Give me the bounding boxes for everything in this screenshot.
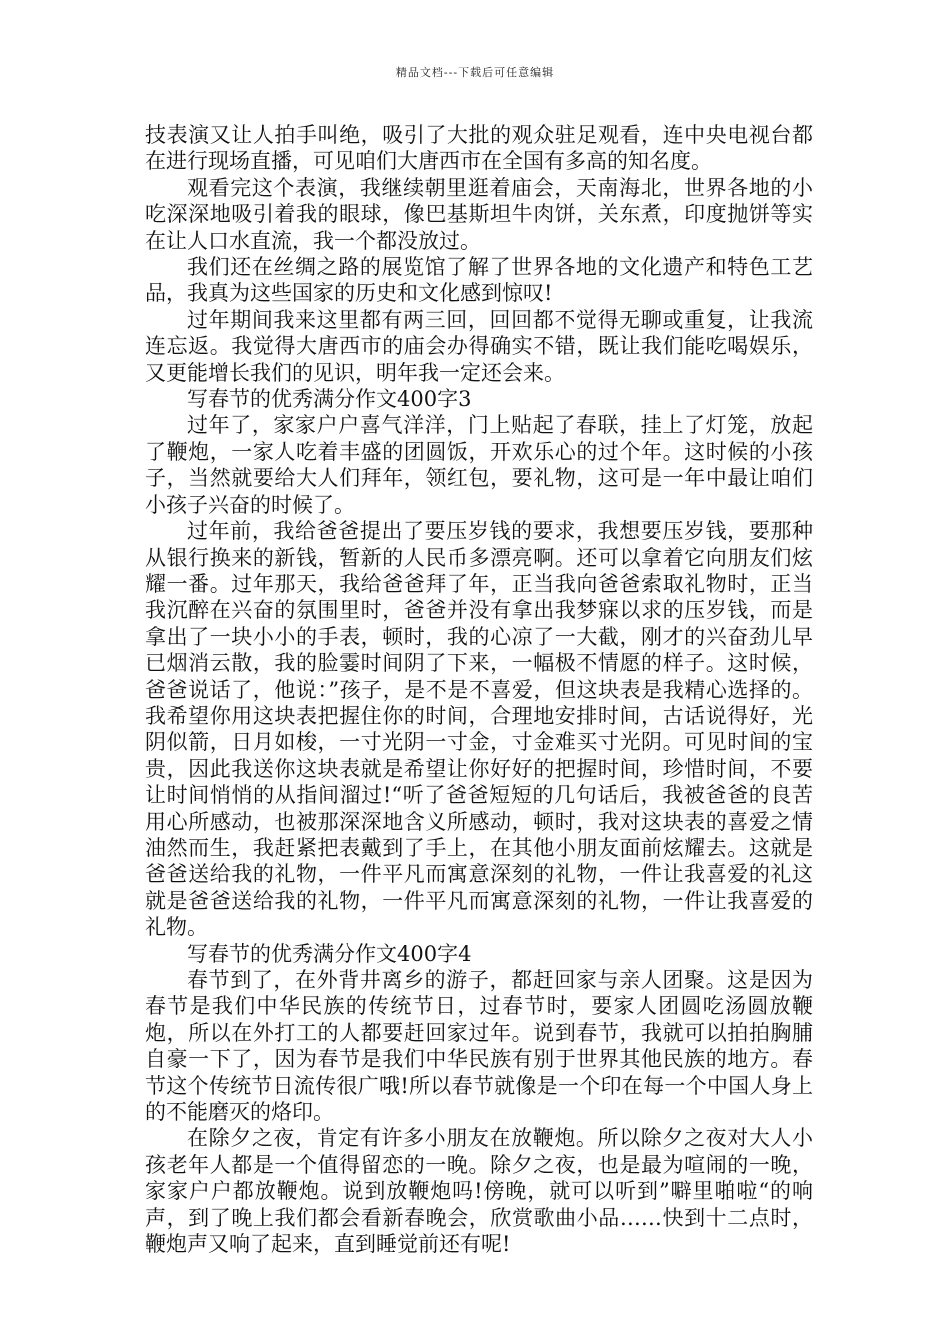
paragraph: 过年期间我来这里都有两三回，回回都不觉得无聊或重复，让我流连忘返。我觉得大唐西市的庙会办得确实不错，既让我们能吃喝娱乐，又更能增长我们的见识，明年我一定还会来。 [145,307,813,385]
paragraph: 我们还在丝绸之路的展览馆了解了世界各地的文化遗产和特色工艺品，我真为这些国家的历史和文化感到惊叹! [145,255,813,306]
section-title: 写春节的优秀满分作文400字4 [187,941,472,966]
paragraph: 过年前，我给爸爸提出了要压岁钱的要求，我想要压岁钱，要那种从银行换来的新钱，暂新的人民币多漂亮啊。还可以拿着它向朋友们炫耀一番。过年那天，我给爸爸拜了年，正当我向爸爸索取礼物时，正当我沉醉在兴奋的氛围里时，爸爸并没有拿出我梦寐以求的压岁钱，而是拿出了一块小小的手表，顿时，我的心凉了一大截，刚才的兴奋劲儿早已烟消云散，我的脸霎时间阴了下来，一幅极不情愿的样子。这时候，爸爸说话了，他说：”孩子，是不是不喜爱，但这块表是我精心选择的。我希望你用这块表把握住你的时间，合理地安排时间，古话说得好，光阴似箭，日月如梭，一寸光阴一寸金，寸金难买寸光阴。可见时间的宝贵，因此我送你这块表就是希望让你好好的把握时间，珍惜时间，不要让时间悄悄的从指间溜过!“听了爸爸短短的几句话后，我被爸爸的良苦用心所感动，也被那深深地含义所感动，顿时，我对这块表的喜爱之情油然而生，我赶紧把表戴到了手上，在其他小朋友面前炫耀去。这就是爸爸送给我的礼物，一件平凡而寓意深刻的礼物，一件让我喜爱的礼这就是爸爸送给我的礼物，一件平凡而寓意深刻的礼物，一件让我喜爱的礼物。 [145,519,813,940]
paragraph: 春节到了，在外背井离乡的游子，都赶回家与亲人团聚。这是因为春节是我们中华民族的传统节日，过春节时，要家人团圆吃汤圆放鞭炮，所以在外打工的人都要赶回家过年。说到春节，我就可以拍拍胸脯自豪一下了，因为春节是我们中华民族有别于世界其他民族的地方。春节这个传统节日流传很广哦!所以春节就像是一个印在每一个中国人身上的不能磨灭的烙印。 [145,968,813,1125]
paragraph: 在除夕之夜，肯定有许多小朋友在放鞭炮。所以除夕之夜对大人小孩老年人都是一个值得留恋的一晚。除夕之夜，也是最为喧闹的一晚，家家户户都放鞭炮。说到放鞭炮吗!傍晚，就可以听到”噼里啪啦“的响声，到了晚上我们都会看新春晚会，欣赏歌曲小品……快到十二点时，鞭炮声又响了起来，直到睡觉前还有呢! [145,1126,813,1257]
paragraph-continuation: 技表演又让人拍手叫绝，吸引了大批的观众驻足观看，连中央电视台都在进行现场直播，可见咱们大唐西市在全国有多高的知名度。 [145,123,813,174]
section-title: 写春节的优秀满分作文400字3 [187,387,472,412]
paragraph: 观看完这个表演，我继续朝里逛着庙会，天南海北，世界各地的小吃深深地吸引着我的眼球，像巴基斯坦牛肉饼，关东煮，印度抛饼等实在让人口水直流，我一个都没放过。 [145,175,813,253]
paragraph: 过年了，家家户户喜气洋洋，门上贴起了春联，挂上了灯笼，放起了鞭炮，一家人吃着丰盛的团圆饭，开欢乐心的过个年。这时候的小孩子，当然就要给大人们拜年，领红包，要礼物，这可是一年中最让咱们小孩子兴奋的时候了。 [145,413,813,517]
page-header: 精品文档---下载后可任意编辑 [395,66,555,79]
document-body [145,122,813,1257]
